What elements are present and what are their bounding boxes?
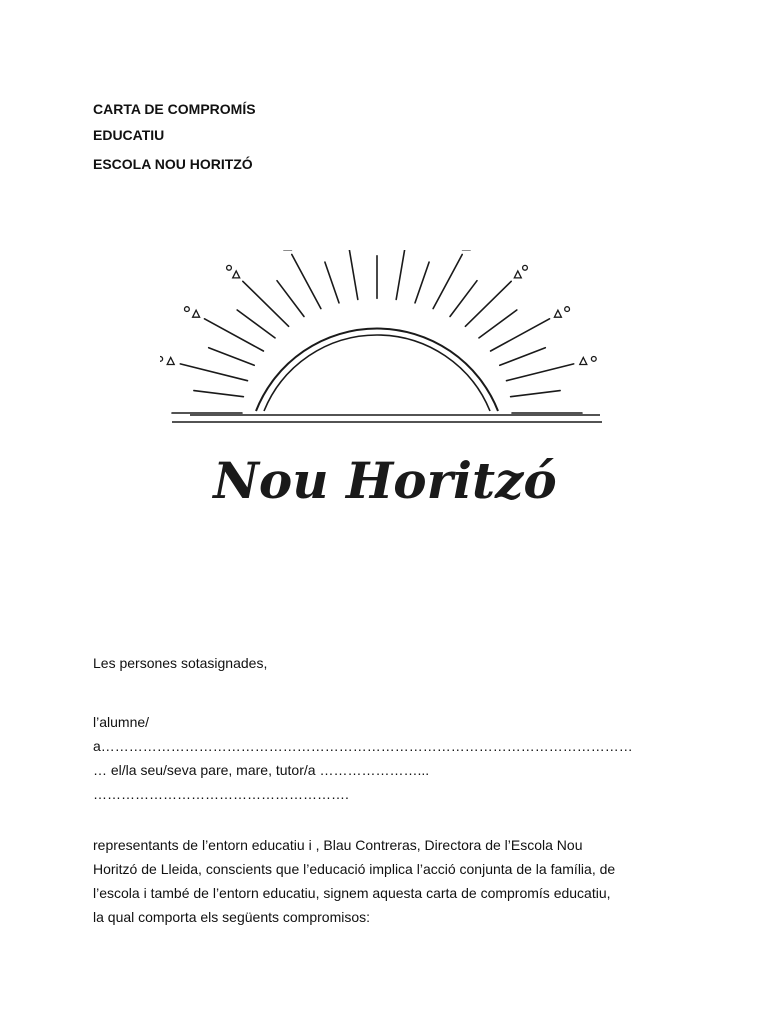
ray-dot	[523, 265, 528, 270]
header-title-line-1: CARTA DE COMPROMÍS	[93, 101, 256, 117]
sun-ray	[433, 255, 462, 309]
ray-dot	[565, 307, 570, 312]
sun-ray	[180, 364, 247, 381]
sun-arc-inner	[264, 335, 490, 411]
sun-ray	[511, 391, 560, 397]
paragraph-line-3: l’escola i també de l’entorn educatiu, signem aquesta carta de compromís educatiu,	[93, 885, 611, 901]
student-label: l’alumne/	[93, 714, 150, 730]
sun-ray	[415, 262, 429, 303]
sun-ray	[194, 391, 244, 397]
sun-ray	[325, 262, 339, 303]
paragraph-line-1: representants de l’entorn educatiu i , Blau Contreras, Directora de l’Escola Nou	[93, 837, 583, 853]
header-school-name: ESCOLA NOU HORITZÓ	[93, 156, 253, 172]
sun-ray	[396, 250, 406, 299]
paragraph-line-4: la qual comporta els següents compromisos:	[93, 909, 371, 925]
sun-ray	[348, 250, 358, 299]
sun-ray	[507, 364, 574, 381]
signatory-fields	[93, 710, 693, 806]
ray-dot	[160, 357, 163, 362]
ray-dot	[591, 357, 596, 362]
header-title-line-2: EDUCATIU	[93, 127, 165, 143]
sun-ray	[292, 255, 321, 309]
paragraph-line-2: Horitzó de Lleida, conscients que l’educació implica l’acció conjunta de la família, de	[93, 861, 616, 877]
sun-ray	[237, 310, 275, 338]
student-fill-line: a……………………………………………………………………………………………………	[93, 738, 633, 754]
sun-ray	[500, 348, 546, 366]
sunrise-icon	[160, 250, 610, 520]
ray-triangle	[233, 271, 240, 278]
ray-triangle	[580, 358, 587, 365]
logo-wordmark: Nou Horitzó	[213, 451, 557, 510]
intro-text: Les persones sotasignades,	[93, 655, 268, 671]
sun-ray	[277, 281, 304, 317]
sun-ray	[209, 348, 255, 366]
sun-ray	[450, 281, 477, 317]
extra-fill-line: ……………………………………………….	[93, 786, 349, 802]
sun-ray	[479, 310, 517, 338]
ray-triangle	[554, 310, 561, 317]
ray-triangle	[514, 271, 521, 278]
parent-fill-line: … el/la seu/seva pare, mare, tutor/a …………………...	[93, 762, 430, 778]
ray-triangle	[193, 310, 200, 317]
commitment-paragraph	[93, 833, 693, 929]
document-header	[93, 100, 256, 173]
school-logo	[160, 250, 610, 520]
ray-dot	[185, 307, 190, 312]
ray-triangle	[167, 358, 174, 365]
ray-dot	[227, 265, 232, 270]
